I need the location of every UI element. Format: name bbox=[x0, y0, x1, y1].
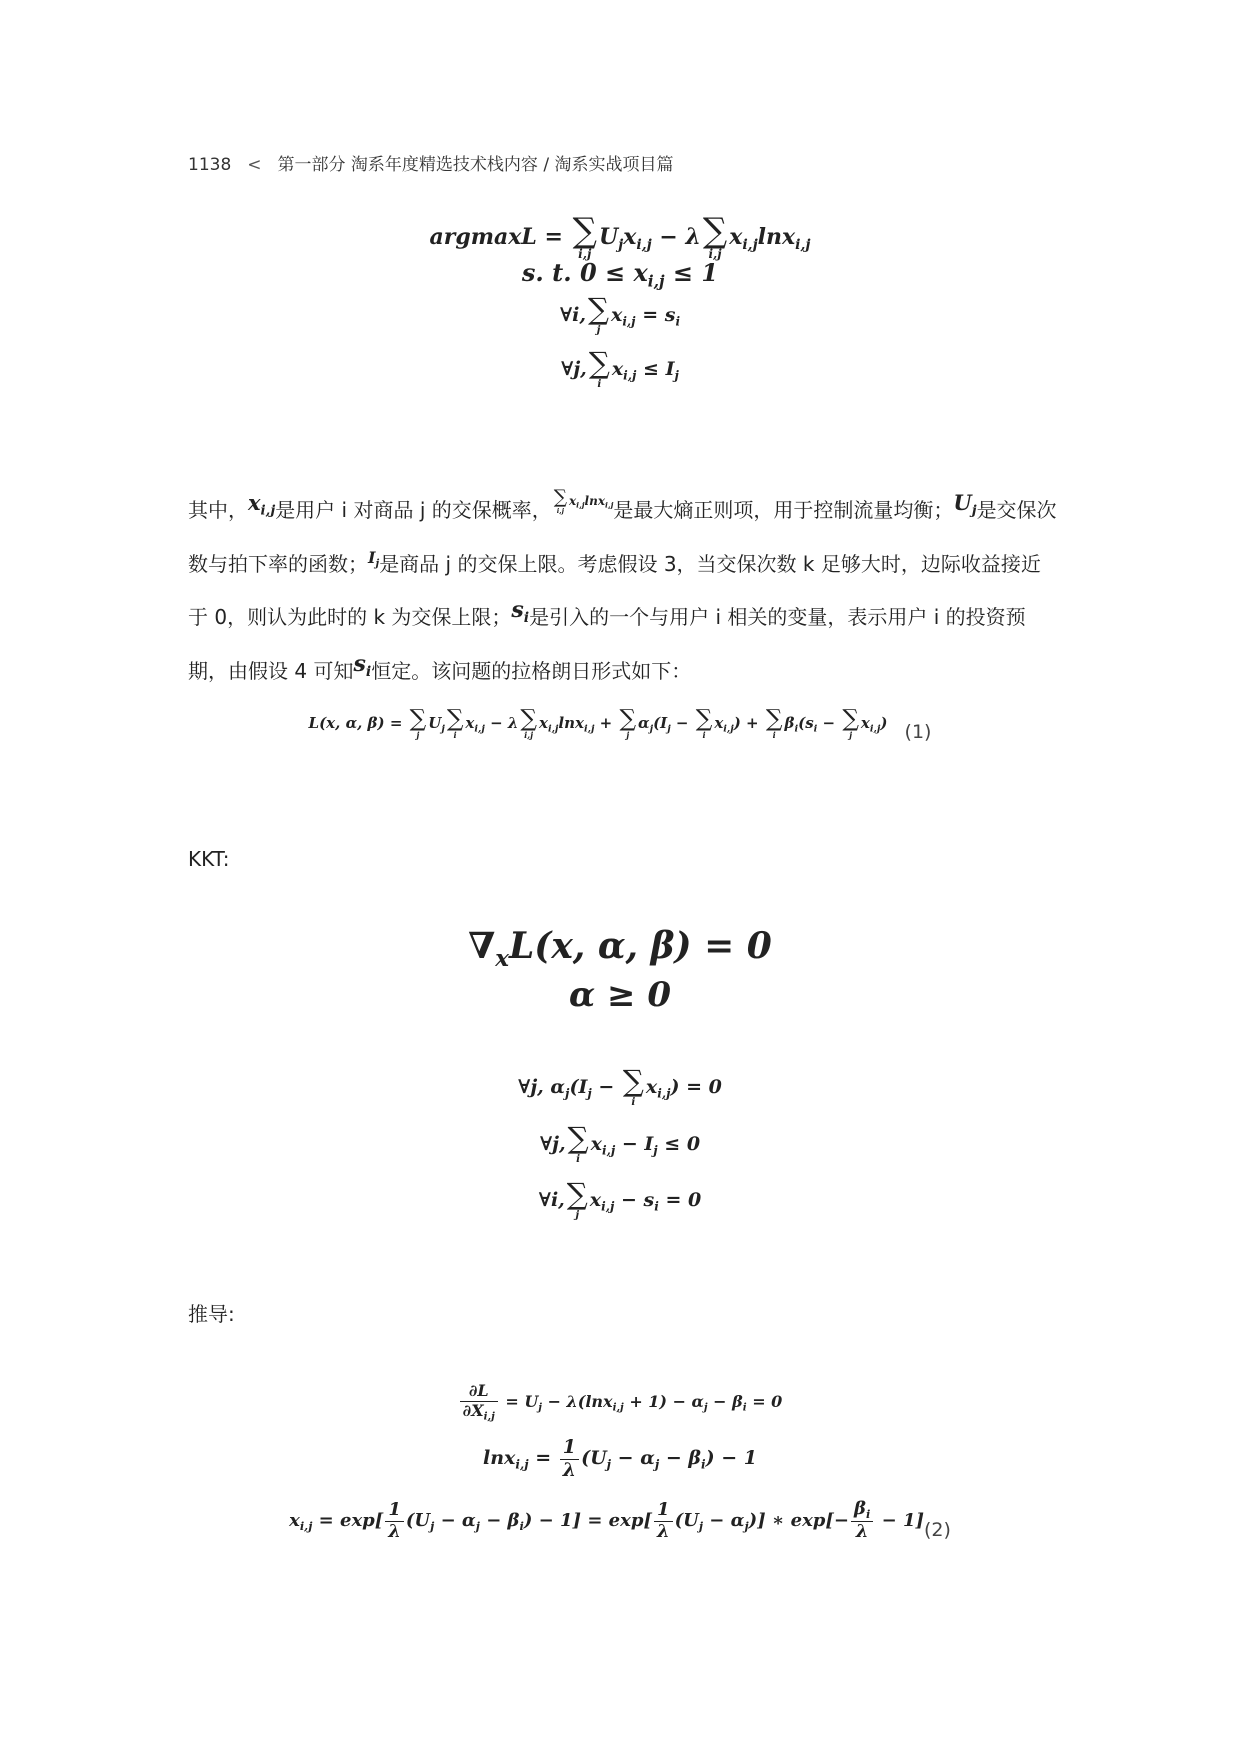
derivation-label: 推导: bbox=[188, 1302, 235, 1326]
header-separator: < bbox=[247, 155, 262, 175]
kkt-dual-feasibility: α ≥ 0 bbox=[568, 975, 671, 1015]
user-sum-constraint: ∀i, ∑ j $x_{i,j} = s_i$ bbox=[559, 292, 681, 336]
equation-number-2: (2) bbox=[923, 1519, 951, 1541]
kkt-complementary-slackness: ∀j, $\alpha_j(I_j$ − ∑ i $x_{i,j}) = 0$ bbox=[518, 1064, 722, 1108]
item-sum-constraint: ∀j, ∑ i $x_{i,j} \le I_j$ bbox=[561, 346, 679, 390]
header-title: 第一部分 淘系年度精选技术栈内容 / 淘系实战项目篇 bbox=[277, 155, 674, 175]
closed-form-solution: $x_{i,j} = \exp$[ $\frac{1}{\lambda}$ $(U_j - \alpha_j - \beta_i) - 1] = \exp$[ $\frac{1}{\lambda}$ $(U_j - \alpha_j)$] ∗ exp[− $\frac{\beta_i}{\lambda}$ − 1](2) bbox=[289, 1498, 951, 1543]
page-header bbox=[188, 150, 673, 175]
kkt-user-constraint: ∀i, ∑ j $x_{i,j} - s_i = 0$ bbox=[538, 1177, 702, 1221]
log-solution-equation: lnx$_{i,j}$ = $\frac{1}{\lambda}$ $(U_j - \alpha_j - \beta_i) - 1$ bbox=[482, 1436, 757, 1481]
bound-constraint: s. t. $0 \le x_{i,j} \le 1$ bbox=[521, 258, 719, 291]
page-number: 1138 bbox=[188, 155, 232, 175]
equation-number-1: (1) bbox=[904, 720, 932, 743]
kkt-label: KKT: bbox=[188, 847, 230, 871]
kkt-stationarity: $\nabla_xL(x$, α, β) = 0 bbox=[468, 925, 772, 973]
lagrangian-equation: L(x, α, β) = ∑ j $U_j$ ∑ i $x_{i,j} - \lambda$ ∑ i,j $x_{i,j}\ln x_{i,j}$ + ∑ j $\alpha_j(I_j$ − ∑ i $x_{i,j}$) + ∑ i $\beta_i(s_i$ − ∑ j $x_{i,j}$) (1) bbox=[308, 705, 932, 743]
objective-equation: argmaxL = ∑ i,j $U_jx_{i,j} - \lambda$ ∑ i,j $x_{i,j}\ln x_{i,j}$ bbox=[429, 211, 811, 262]
partial-derivative-equation: $\frac{\partial L}{\partial X_{i,j}}$ = $U_j - \lambda(\ln x_{i,j} + 1) - \alpha_j - \beta_i = 0$ bbox=[0, 1383, 1240, 1422]
explanation-paragraph: 其中，$x_{i,j}$是用户 i 对商品 j 的交保概率， $^{\sum i,j x_{i,j}lnx_{i,j}}$是最大熵正则项，用于控制流量均衡；$U_j$是交保次数与拍下率的函数；$^{I_j}$是商品 j 的交保上限。考虑假设 3，当交保次数 k 足够大时，边际收益接近于 0，则认为此时的 k 为交保上限；$s_i$是引入的一个与用户 i 相关的变量，表示用户 i 的投资预期，由假设 4 可知$s_i$恒定。该问题的拉格朗日形式如下： bbox=[188, 486, 1057, 684]
kkt-item-constraint: ∀j, ∑ i $x_{i,j} - I_j \le 0$ bbox=[539, 1121, 701, 1165]
